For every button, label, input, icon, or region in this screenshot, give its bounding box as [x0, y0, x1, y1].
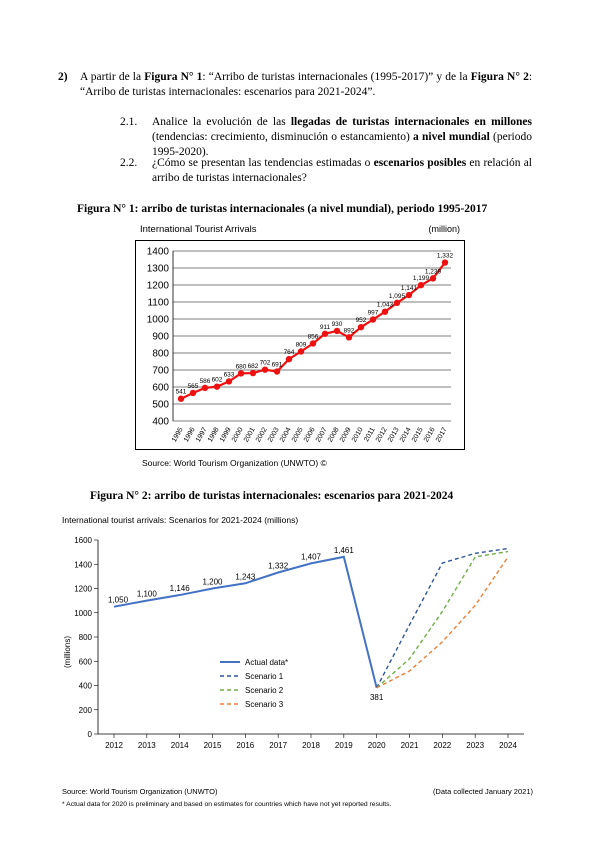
x-tick-label: 2013 [386, 426, 401, 444]
data-label: 1,199 [412, 275, 430, 283]
x-tick-label: 2017 [269, 741, 288, 750]
data-point [394, 300, 400, 306]
data-point [226, 378, 232, 384]
y-tick-label: 0 [87, 730, 92, 739]
x-tick-label: 1995 [170, 426, 185, 444]
x-tick-label: 2017 [434, 426, 449, 444]
x-tick-label: 2015 [410, 426, 425, 444]
data-label: 602 [211, 376, 223, 384]
data-point [190, 390, 196, 396]
legend-label: Scenario 3 [245, 700, 284, 709]
data-label: 1,043 [376, 301, 394, 309]
figure-1-chart [135, 220, 465, 450]
data-point [274, 368, 280, 374]
data-label: 930 [331, 320, 343, 328]
subquestion-number: 2.1. [120, 116, 138, 128]
data-label: 1,461 [333, 545, 354, 555]
data-label: 1,239 [424, 268, 442, 276]
x-tick-label: 2009 [338, 426, 353, 444]
y-tick-label: 900 [152, 331, 169, 343]
x-tick-label: 2006 [302, 426, 317, 444]
figure-2-caption: Figura N° 2: arribo de turistas internacionales: escenarios para 2021-2024 [90, 490, 454, 502]
y-tick-label: 800 [152, 348, 169, 360]
x-tick-label: 2024 [499, 741, 517, 750]
figure-1-caption: Figura N° 1: arribo de turistas internacionales (a nivel mundial), periodo 1995-2017 [77, 203, 488, 215]
data-point [382, 308, 388, 314]
data-label: 381 [369, 692, 384, 702]
figure-2-source: Source: World Tourism Organization (UNWTO) [62, 787, 218, 796]
x-tick-label: 2010 [350, 426, 365, 444]
series-line-scenario-3 [377, 557, 508, 688]
y-tick-label: 1100 [147, 297, 169, 309]
y-tick-label: 500 [152, 399, 169, 411]
data-point [406, 292, 412, 298]
x-tick-label: 1997 [194, 426, 209, 444]
legend-label: Scenario 2 [245, 686, 284, 695]
y-axis-label: (millions) [63, 636, 72, 668]
x-tick-label: 2016 [422, 426, 437, 444]
x-tick-label: 2023 [466, 741, 485, 750]
data-label: 952 [355, 317, 367, 325]
x-tick-label: 2013 [137, 741, 156, 750]
x-tick-label: 2007 [314, 426, 329, 444]
question-text: A partir de la Figura N° 1: “Arribo de turistas internacionales (1995-2017)” y de la Figura N° 2: “Arribo de turistas internacionales: escenarios para 2021-2024”. [80, 71, 533, 98]
data-point [334, 328, 340, 334]
subquestion-text: Analice la evolución de las llegadas de turistas internacionales en millones (tendencias: crecimiento, disminución o estancamiento) a nivel mundial (periodo 1995-2020). [152, 116, 532, 158]
figure-2-chart [60, 512, 540, 810]
data-label: 541 [175, 388, 187, 396]
y-tick-label: 1200 [74, 584, 92, 594]
data-point [442, 259, 448, 265]
data-label: 1,050 [108, 595, 129, 605]
x-tick-label: 2018 [302, 741, 320, 750]
data-label: 892 [343, 327, 355, 335]
data-point [262, 366, 268, 372]
data-label: 809 [295, 341, 307, 349]
figure-2-footnote: * Actual data for 2020 is preliminary and based on estimates for countries which have not yet reported results. [62, 801, 392, 808]
question-number: 2) [58, 71, 68, 83]
x-tick-label: 2021 [400, 741, 419, 750]
data-label: 680 [235, 363, 247, 371]
figure-1-source: Source: World Tourism Organization (UNWTO) © [142, 458, 327, 468]
y-tick-label: 1000 [74, 608, 92, 618]
legend-label: Scenario 1 [245, 672, 284, 681]
y-tick-label: 600 [152, 382, 169, 394]
data-label: 586 [199, 377, 211, 385]
data-point [310, 340, 316, 346]
data-point [250, 370, 256, 376]
data-label: 565 [187, 382, 199, 390]
x-tick-label: 2022 [433, 741, 452, 750]
x-tick-label: 2003 [266, 426, 281, 444]
x-tick-label: 2000 [230, 426, 245, 444]
y-tick-label: 800 [78, 633, 92, 642]
y-tick-label: 600 [78, 657, 92, 667]
data-label: 1,407 [300, 552, 322, 562]
data-point [358, 324, 364, 330]
y-tick-label: 400 [152, 416, 169, 428]
x-tick-label: 2002 [254, 426, 269, 444]
data-label: 633 [223, 371, 235, 379]
series-line-scenario-1 [377, 548, 508, 687]
chart-unit-label: (million) [428, 224, 460, 234]
x-tick-label: 2001 [242, 426, 257, 444]
data-point [178, 396, 184, 402]
x-tick-label: 2014 [170, 741, 189, 750]
y-tick-label: 1300 [146, 263, 169, 275]
data-label: 997 [367, 309, 379, 317]
x-tick-label: 2004 [278, 426, 293, 444]
data-label: 1,332 [436, 252, 454, 260]
data-point [202, 385, 208, 391]
y-tick-label: 400 [78, 681, 92, 691]
y-tick-label: 1600 [74, 536, 92, 545]
subquestion-text: ¿Cómo se presentan las tendencias estimadas o escenarios posibles en relación al arribo de turistas internacionales? [152, 157, 532, 184]
legend-label: Actual data* [245, 658, 289, 667]
y-tick-label: 1200 [146, 280, 169, 292]
subquestion-2-2 [120, 156, 532, 186]
data-point [370, 316, 376, 322]
x-tick-label: 2014 [398, 426, 413, 444]
data-label: 682 [247, 363, 259, 371]
data-point [214, 383, 220, 389]
x-tick-label: 2008 [326, 426, 341, 444]
data-label: 856 [307, 333, 319, 341]
y-tick-label: 1400 [146, 246, 169, 258]
y-tick-label: 1000 [146, 314, 169, 326]
subquestion-2-1 [120, 115, 532, 160]
data-label: 702 [259, 359, 271, 367]
x-tick-label: 1998 [206, 426, 221, 444]
data-point [238, 370, 244, 376]
x-tick-label: 2016 [236, 741, 255, 750]
data-label: 1,095 [388, 292, 406, 300]
data-point [346, 334, 352, 340]
x-tick-label: 1999 [218, 426, 233, 444]
y-tick-label: 1400 [74, 560, 92, 570]
x-tick-label: 2020 [367, 741, 386, 750]
data-point [286, 356, 292, 362]
figure-1-reference: Figura N° 1 [144, 71, 203, 83]
x-tick-label: 2019 [334, 741, 353, 750]
figure-2-data-note: (Data collected January 2021) [432, 787, 533, 796]
figure-2-reference: Figura N° 2 [470, 71, 529, 83]
data-point [322, 331, 328, 337]
x-tick-label: 1996 [182, 426, 197, 444]
x-tick-label: 2015 [203, 741, 222, 750]
chart-title: International tourist arrivals: Scenarios for 2021-2024 (millions) [62, 515, 299, 525]
question-2 [58, 70, 533, 100]
y-tick-label: 700 [152, 365, 169, 377]
series-line-scenario-2 [377, 552, 508, 688]
data-label: 764 [283, 349, 295, 357]
x-tick-label: 2011 [363, 426, 377, 444]
data-point [298, 348, 304, 354]
y-tick-label: 200 [78, 705, 92, 715]
data-label: 911 [319, 323, 331, 331]
data-label: 1,243 [235, 572, 256, 582]
data-label: 1,146 [169, 584, 190, 594]
data-point [430, 275, 436, 281]
x-tick-label: 2005 [290, 426, 305, 444]
x-tick-label: 2012 [105, 741, 123, 750]
chart-title: International Tourist Arrivals [140, 224, 257, 235]
data-label: 1,100 [136, 589, 157, 599]
data-label: 1,200 [202, 577, 223, 587]
subquestion-number: 2.2. [120, 157, 138, 169]
data-label: 1,332 [268, 561, 289, 571]
data-point [418, 282, 424, 288]
data-label: 691 [271, 361, 283, 369]
x-tick-label: 2012 [374, 426, 389, 444]
data-label: 1,141 [400, 285, 418, 293]
